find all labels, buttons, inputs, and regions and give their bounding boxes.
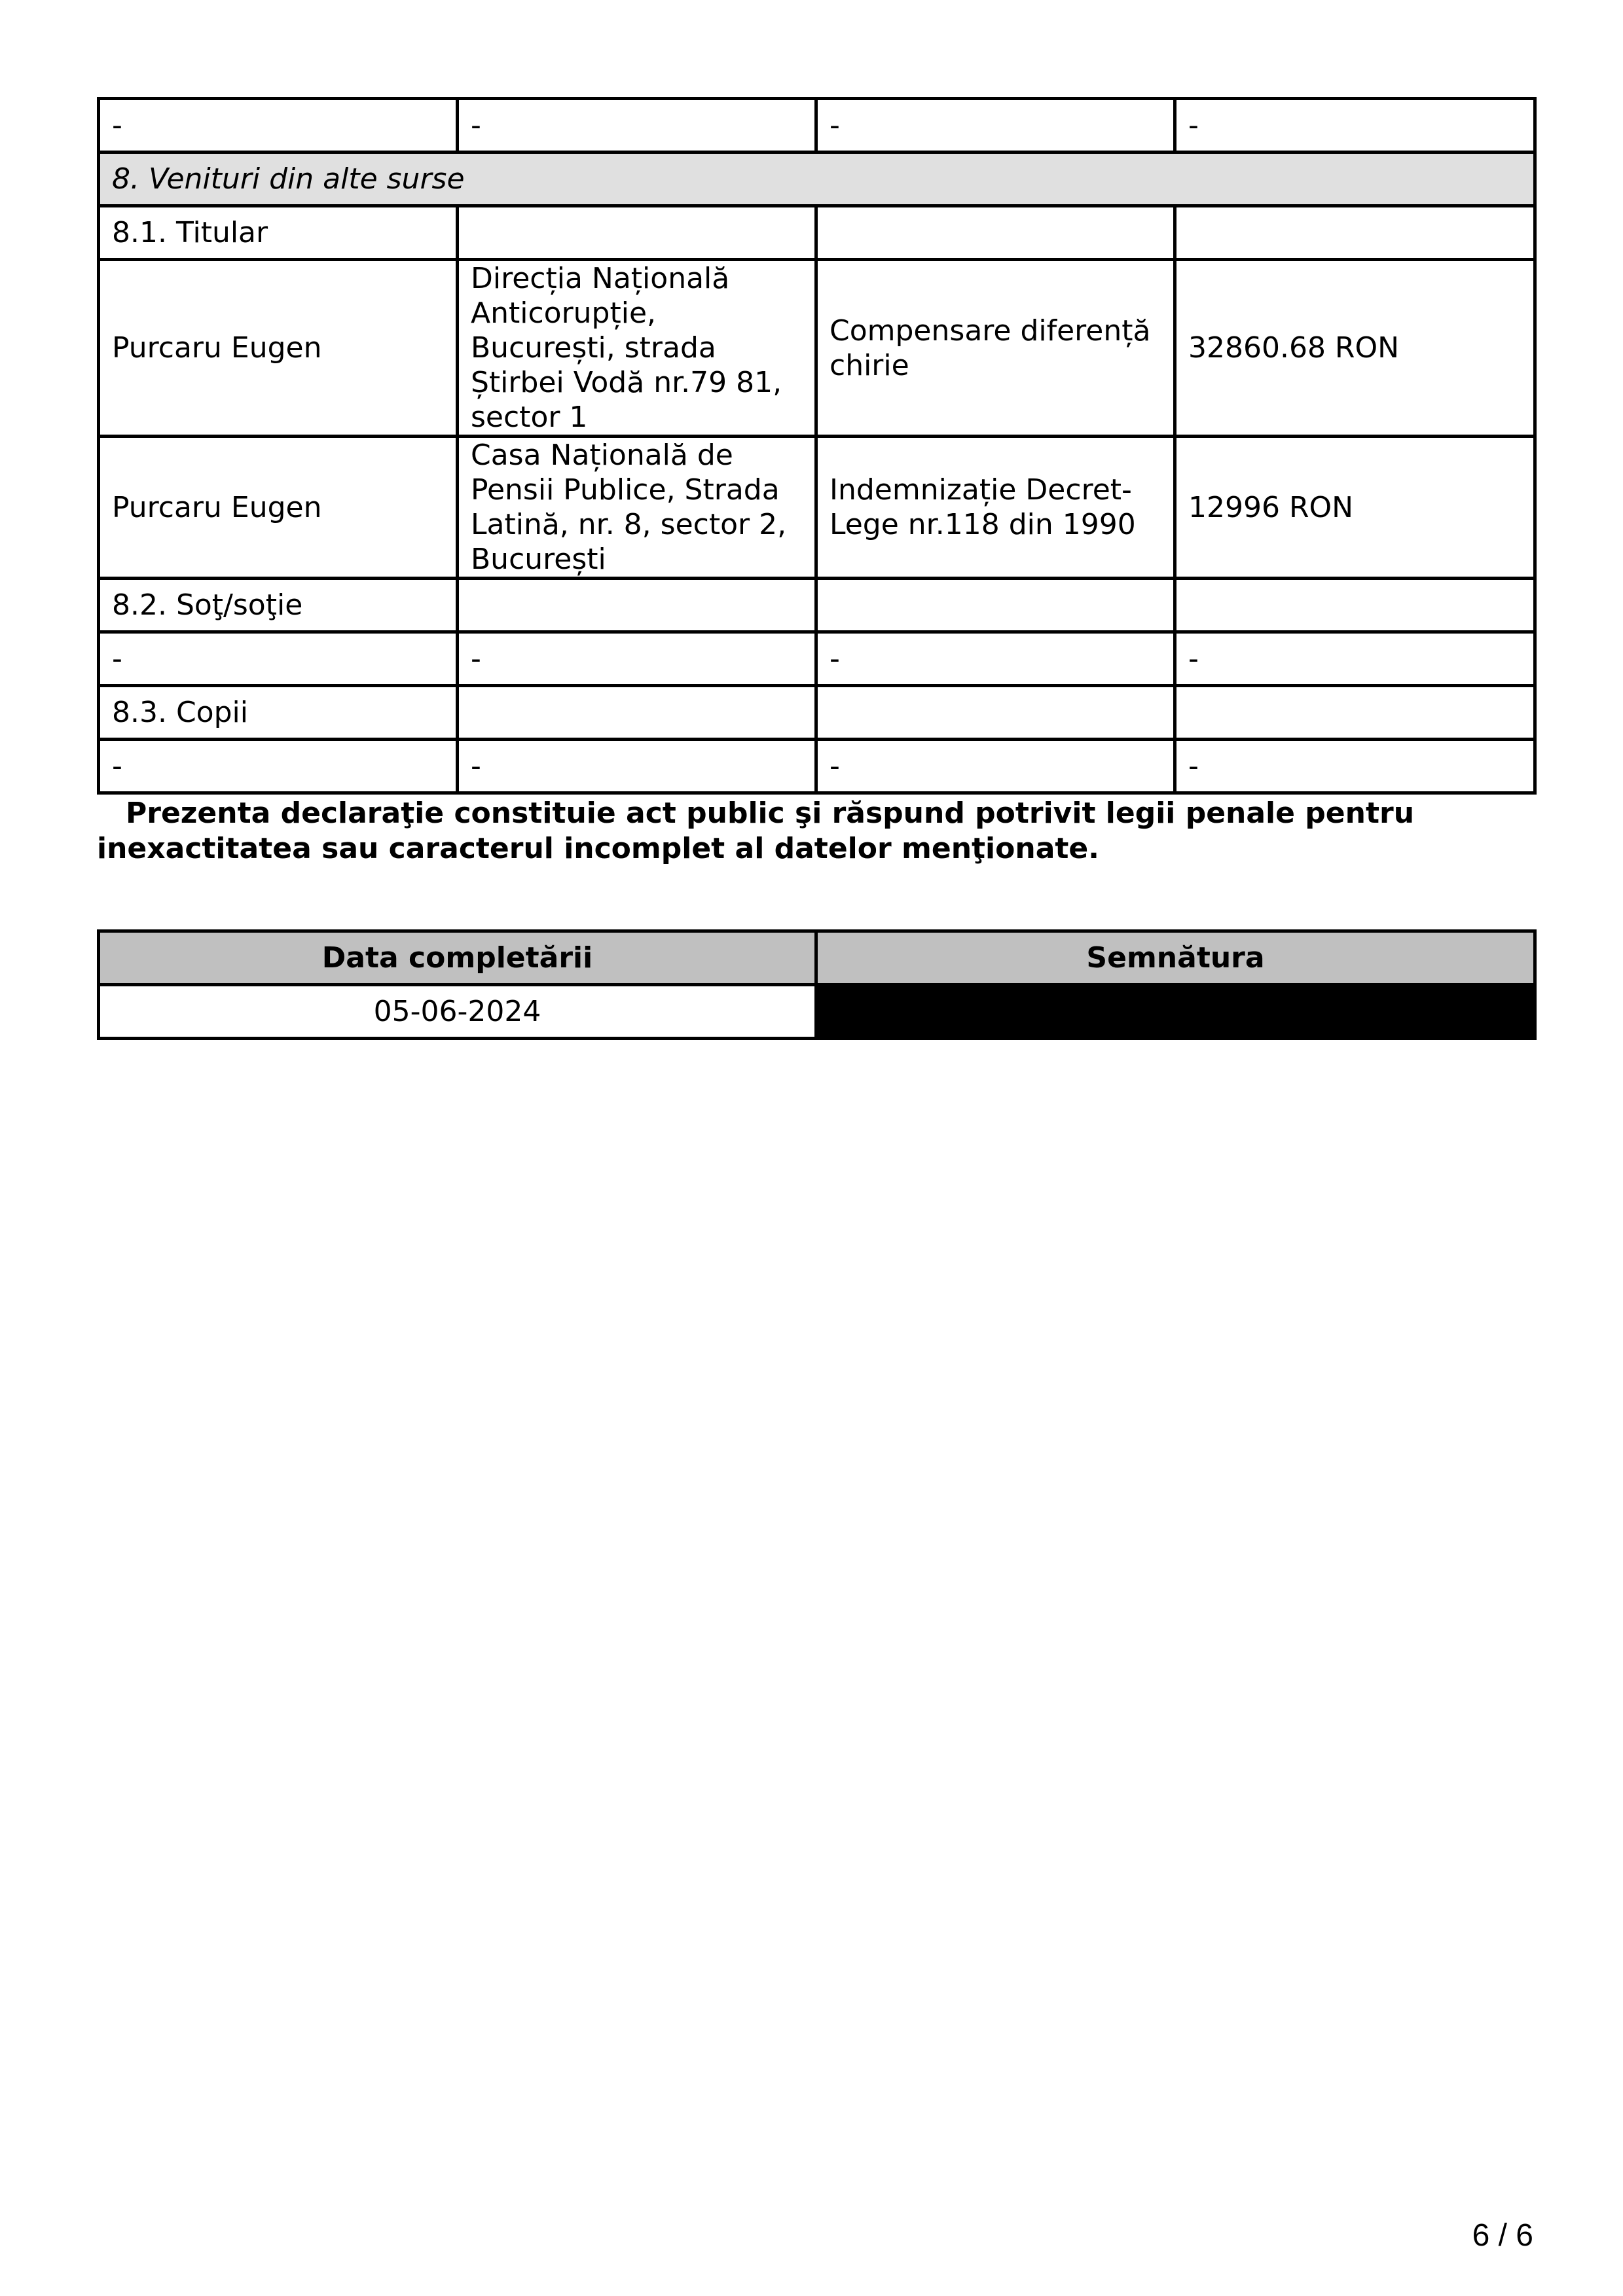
redacted-signature <box>818 986 1537 1040</box>
signature-value-row <box>100 986 1537 1040</box>
spouse-label: 8.2. Soţ/soţie <box>100 580 459 634</box>
legal-statement: Prezenta declaraţie constituie act public şi răspund potrivit legii penale pentru inexactitatea sau caracterul incomplet al datelor menţionate. <box>97 797 1415 865</box>
table-cell <box>818 207 1176 261</box>
table-cell: - <box>459 634 818 687</box>
service-cell: Compensare diferență chirie <box>818 261 1176 438</box>
table-row <box>100 741 1537 795</box>
completion-date: 05-06-2024 <box>100 986 818 1040</box>
table-cell: - <box>1176 634 1537 687</box>
date-header: Data completării <box>100 933 818 986</box>
table-cell: - <box>818 100 1176 154</box>
signature-header-row <box>100 933 1537 986</box>
children-label: 8.3. Copii <box>100 687 459 741</box>
table-row <box>100 634 1537 687</box>
amount-cell: 12996 RON <box>1176 438 1537 580</box>
signature-table <box>97 929 1537 1040</box>
table-cell: - <box>1176 741 1537 795</box>
table-row <box>100 207 1537 261</box>
signature-header: Semnătura <box>818 933 1537 986</box>
table-cell <box>1176 687 1537 741</box>
table-row <box>100 100 1537 154</box>
table-cell: - <box>100 741 459 795</box>
table-cell: - <box>818 634 1176 687</box>
amount-cell: 32860.68 RON <box>1176 261 1537 438</box>
table-cell: - <box>459 741 818 795</box>
table-cell <box>459 687 818 741</box>
table-cell <box>1176 580 1537 634</box>
beneficiary-cell: Purcaru Eugen <box>100 438 459 580</box>
table-cell: - <box>1176 100 1537 154</box>
table-row <box>100 687 1537 741</box>
source-cell: Casa Națională de Pensii Publice, Strada Latină, nr. 8, sector 2, București <box>459 438 818 580</box>
section-header-row <box>100 154 1537 207</box>
table-cell: - <box>100 100 459 154</box>
table-cell: - <box>459 100 818 154</box>
page-number: 6 / 6 <box>1472 2218 1533 2253</box>
table-cell <box>1176 207 1537 261</box>
beneficiary-cell: Purcaru Eugen <box>100 261 459 438</box>
table-cell: - <box>818 741 1176 795</box>
table-cell <box>459 207 818 261</box>
titular-label: 8.1. Titular <box>100 207 459 261</box>
table-row <box>100 438 1537 580</box>
table-cell <box>818 580 1176 634</box>
table-row <box>100 261 1537 438</box>
table-row <box>100 580 1537 634</box>
source-cell: Direcția Națională Anticorupție, București, strada Știrbei Vodă nr.79 81, sector 1 <box>459 261 818 438</box>
table-cell <box>818 687 1176 741</box>
income-table <box>97 97 1537 795</box>
service-cell: Indemnizație Decret-Lege nr.118 din 1990 <box>818 438 1176 580</box>
table-cell: - <box>100 634 459 687</box>
table-cell <box>459 580 818 634</box>
section-title: 8. Venituri din alte surse <box>100 154 1537 207</box>
